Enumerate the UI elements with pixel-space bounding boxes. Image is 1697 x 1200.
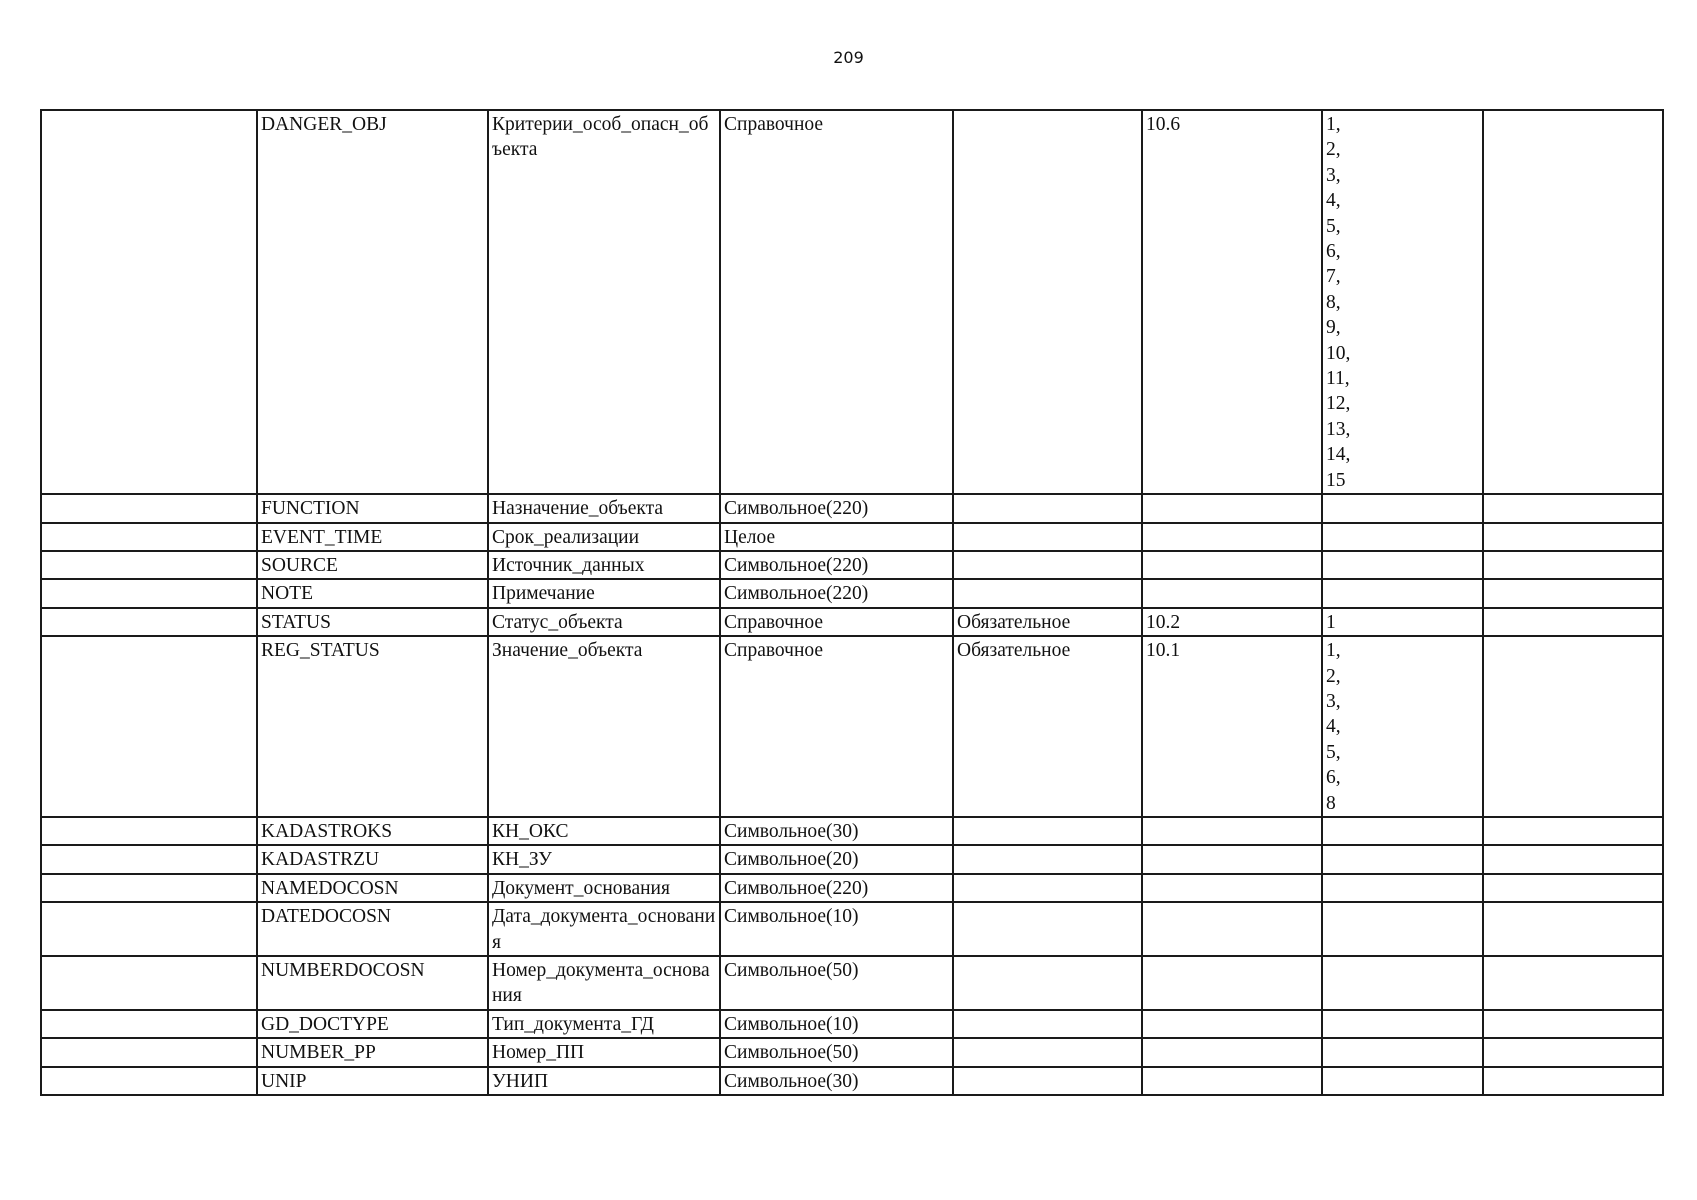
field-code-cell: KADASTROKS (257, 817, 488, 845)
note-cell (1483, 636, 1663, 817)
field-name-cell: Критерии_особ_опасн_объекта (488, 110, 720, 494)
field-code-cell: NAMEDOCOSN (257, 874, 488, 902)
required-cell: Обязательное (953, 636, 1142, 817)
value-item: 2, (1326, 665, 1341, 687)
note-cell (1483, 1067, 1663, 1095)
value-item: 8 (1326, 792, 1336, 814)
field-type-cell: Символьное(220) (720, 494, 953, 522)
field-type-cell: Символьное(220) (720, 551, 953, 579)
table-row (41, 902, 1663, 956)
values-cell (1322, 902, 1483, 956)
note-cell (1483, 956, 1663, 1010)
field-type-cell: Символьное(50) (720, 956, 953, 1010)
note-cell (1483, 902, 1663, 956)
value-item: 10, (1326, 342, 1351, 364)
values-cell (1322, 551, 1483, 579)
values-cell (1322, 1067, 1483, 1095)
field-code-cell: DATEDOCOSN (257, 902, 488, 956)
group-cell (41, 636, 257, 817)
reference-cell (1142, 1067, 1322, 1095)
value-item: 15 (1326, 469, 1346, 491)
table-row (41, 874, 1663, 902)
table-row (41, 845, 1663, 873)
reference-cell: 10.1 (1142, 636, 1322, 817)
table-row (41, 110, 1663, 494)
required-cell (953, 902, 1142, 956)
note-cell (1483, 1010, 1663, 1038)
page-number: 209 (833, 48, 864, 67)
field-type-cell: Справочное (720, 608, 953, 636)
value-item: 9, (1326, 317, 1341, 339)
reference-cell (1142, 523, 1322, 551)
field-name-cell: Назначение_объекта (488, 494, 720, 522)
value-item: 5, (1326, 741, 1341, 763)
field-name-cell: Номер_документа_основания (488, 956, 720, 1010)
table-row (41, 956, 1663, 1010)
values-cell (1322, 523, 1483, 551)
value-item: 3, (1326, 164, 1341, 186)
values-cell (1322, 636, 1483, 817)
value-item: 6, (1326, 767, 1341, 789)
reference-cell (1142, 874, 1322, 902)
values-cell (1322, 845, 1483, 873)
reference-cell (1142, 1038, 1322, 1066)
field-code-cell: NUMBER_PP (257, 1038, 488, 1066)
field-name-cell: Номер_ПП (488, 1038, 720, 1066)
required-cell (953, 874, 1142, 902)
field-type-cell: Символьное(30) (720, 817, 953, 845)
required-cell (953, 494, 1142, 522)
group-cell (41, 551, 257, 579)
value-item: 13, (1326, 418, 1351, 440)
value-item: 3, (1326, 690, 1341, 712)
group-cell (41, 494, 257, 522)
value-item: 8, (1326, 291, 1341, 313)
value-item: 14, (1326, 444, 1351, 466)
values-cell (1322, 110, 1483, 494)
required-cell (953, 579, 1142, 607)
group-cell (41, 1038, 257, 1066)
table-row (41, 817, 1663, 845)
field-code-cell: SOURCE (257, 551, 488, 579)
field-code-cell: NUMBERDOCOSN (257, 956, 488, 1010)
reference-cell (1142, 902, 1322, 956)
field-name-cell: Источник_данных (488, 551, 720, 579)
reference-cell (1142, 1010, 1322, 1038)
values-cell (1322, 817, 1483, 845)
field-type-cell: Символьное(50) (720, 1038, 953, 1066)
group-cell (41, 817, 257, 845)
group-cell (41, 956, 257, 1010)
table-row (41, 494, 1663, 522)
value-item: 11, (1326, 368, 1350, 390)
table-row (41, 579, 1663, 607)
table-row (41, 1067, 1663, 1095)
values-cell (1322, 494, 1483, 522)
field-name-cell: УНИП (488, 1067, 720, 1095)
field-name-cell: Срок_реализации (488, 523, 720, 551)
table-row (41, 608, 1663, 636)
group-cell (41, 902, 257, 956)
group-cell (41, 1010, 257, 1038)
table-body (41, 110, 1663, 1095)
note-cell (1483, 845, 1663, 873)
required-cell (953, 817, 1142, 845)
field-code-cell: UNIP (257, 1067, 488, 1095)
required-cell (953, 1010, 1142, 1038)
value-item: 4, (1326, 190, 1341, 212)
values-cell (1322, 579, 1483, 607)
field-type-cell: Символьное(10) (720, 902, 953, 956)
reference-cell (1142, 579, 1322, 607)
field-type-cell: Символьное(220) (720, 874, 953, 902)
field-code-cell: KADASTRZU (257, 845, 488, 873)
group-cell (41, 874, 257, 902)
field-code-cell: EVENT_TIME (257, 523, 488, 551)
field-type-cell: Справочное (720, 636, 953, 817)
reference-cell (1142, 817, 1322, 845)
table-row (41, 551, 1663, 579)
group-cell (41, 579, 257, 607)
values-cell (1322, 608, 1483, 636)
note-cell (1483, 817, 1663, 845)
field-code-cell: NOTE (257, 579, 488, 607)
table-row (41, 523, 1663, 551)
group-cell (41, 845, 257, 873)
field-type-cell: Целое (720, 523, 953, 551)
group-cell (41, 523, 257, 551)
table-row (41, 1010, 1663, 1038)
note-cell (1483, 579, 1663, 607)
note-cell (1483, 494, 1663, 522)
field-name-cell: КН_ОКС (488, 817, 720, 845)
note-cell (1483, 523, 1663, 551)
note-cell (1483, 874, 1663, 902)
field-code-cell: STATUS (257, 608, 488, 636)
group-cell (41, 1067, 257, 1095)
field-type-cell: Справочное (720, 110, 953, 494)
values-cell (1322, 1038, 1483, 1066)
value-item: 7, (1326, 266, 1341, 288)
note-cell (1483, 551, 1663, 579)
required-cell (953, 523, 1142, 551)
required-cell: Обязательное (953, 608, 1142, 636)
required-cell (953, 110, 1142, 494)
value-item: 4, (1326, 716, 1341, 738)
field-type-cell: Символьное(220) (720, 579, 953, 607)
reference-cell (1142, 956, 1322, 1010)
required-cell (953, 1038, 1142, 1066)
field-name-cell: Тип_документа_ГД (488, 1010, 720, 1038)
field-type-cell: Символьное(20) (720, 845, 953, 873)
field-type-cell: Символьное(30) (720, 1067, 953, 1095)
values-cell (1322, 874, 1483, 902)
value-item: 1 (1326, 611, 1336, 633)
values-cell (1322, 956, 1483, 1010)
value-item: 1, (1326, 640, 1341, 662)
field-name-cell: КН_ЗУ (488, 845, 720, 873)
required-cell (953, 551, 1142, 579)
field-name-cell: Примечание (488, 579, 720, 607)
required-cell (953, 845, 1142, 873)
note-cell (1483, 608, 1663, 636)
note-cell (1483, 110, 1663, 494)
attribute-table (40, 109, 1664, 1096)
required-cell (953, 956, 1142, 1010)
reference-cell (1142, 551, 1322, 579)
value-item: 1, (1326, 114, 1341, 135)
value-item: 12, (1326, 393, 1351, 415)
field-name-cell: Дата_документа_основания (488, 902, 720, 956)
reference-cell (1142, 845, 1322, 873)
field-code-cell: REG_STATUS (257, 636, 488, 817)
field-name-cell: Статус_объекта (488, 608, 720, 636)
table-row (41, 1038, 1663, 1066)
group-cell (41, 608, 257, 636)
field-code-cell: FUNCTION (257, 494, 488, 522)
field-type-cell: Символьное(10) (720, 1010, 953, 1038)
note-cell (1483, 1038, 1663, 1066)
value-item: 2, (1326, 139, 1341, 161)
values-cell (1322, 1010, 1483, 1038)
reference-cell: 10.6 (1142, 110, 1322, 494)
reference-cell (1142, 494, 1322, 522)
required-cell (953, 1067, 1142, 1095)
table-row (41, 636, 1663, 817)
reference-cell: 10.2 (1142, 608, 1322, 636)
field-name-cell: Документ_основания (488, 874, 720, 902)
value-item: 6, (1326, 241, 1341, 263)
field-code-cell: GD_DOCTYPE (257, 1010, 488, 1038)
value-item: 5, (1326, 215, 1341, 237)
field-name-cell: Значение_объекта (488, 636, 720, 817)
field-code-cell: DANGER_OBJ (257, 110, 488, 494)
group-cell (41, 110, 257, 494)
